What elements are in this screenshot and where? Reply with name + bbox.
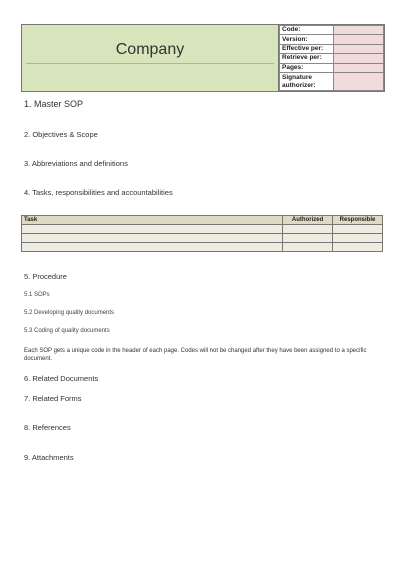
tasks-table-header (22, 216, 383, 225)
company-divider (26, 63, 274, 64)
company-name: Company (115, 41, 185, 58)
meta-value (333, 35, 383, 44)
table-row (22, 225, 383, 234)
section-heading-references: 8. References (24, 423, 71, 432)
table-cell[interactable] (283, 234, 333, 243)
column-header-task: Task (22, 216, 283, 225)
meta-row-code (280, 26, 384, 35)
section-heading-attachments: 9. Attachments (24, 453, 74, 462)
meta-value (333, 26, 383, 35)
meta-label: Code: (280, 26, 334, 35)
section-heading-master-sop: 1. Master SOP (24, 99, 84, 109)
table-row (22, 243, 383, 252)
subsection-coding: 5.3 Coding of quality documents (24, 328, 110, 334)
table-row (22, 234, 383, 243)
meta-value (333, 63, 383, 72)
meta-row-pages (280, 63, 384, 72)
meta-label: Signature authorizer: (280, 73, 334, 91)
meta-row-signature (280, 73, 384, 91)
meta-label: Effective per: (280, 44, 334, 53)
column-header-responsible: Responsible (333, 216, 383, 225)
tasks-table (21, 215, 383, 252)
meta-label: Retrieve per: (280, 54, 334, 63)
section-heading-procedure: 5. Procedure (24, 272, 67, 281)
column-header-authorized: Authorized (283, 216, 333, 225)
document-header (21, 24, 385, 92)
meta-label: Pages: (280, 63, 334, 72)
subsection-developing: 5.2 Developing quality documents (24, 310, 115, 316)
table-cell[interactable] (333, 243, 383, 252)
table-cell[interactable] (333, 234, 383, 243)
meta-row-version (280, 35, 384, 44)
meta-label: Version: (280, 35, 334, 44)
table-cell[interactable] (283, 243, 333, 252)
meta-row-retrieve (280, 54, 384, 63)
company-box (22, 25, 279, 91)
meta-row-effective (280, 44, 384, 53)
section-heading-tasks: 4. Tasks, responsibilities and accountabilities (24, 188, 173, 197)
section-heading-related-forms: 7. Related Forms (24, 394, 82, 403)
table-cell[interactable] (283, 225, 333, 234)
section-heading-abbreviations: 3. Abbreviations and definitions (24, 159, 128, 168)
meta-value (333, 44, 383, 53)
table-cell[interactable] (333, 225, 383, 234)
section-heading-related-documents: 6. Related Documents (24, 374, 99, 383)
document-meta-table (279, 25, 384, 91)
meta-value (333, 73, 383, 91)
section-heading-objectives: 2. Objectives & Scope (24, 130, 98, 139)
procedure-paragraph: Each SOP gets a unique code in the header of each page. Codes will not be changed after they have been assigned to a specific document. (24, 348, 367, 362)
meta-value (333, 54, 383, 63)
table-cell[interactable] (22, 234, 283, 243)
subsection-sops: 5.1 SOPs (24, 292, 50, 298)
table-cell[interactable] (22, 243, 283, 252)
table-cell[interactable] (22, 225, 283, 234)
